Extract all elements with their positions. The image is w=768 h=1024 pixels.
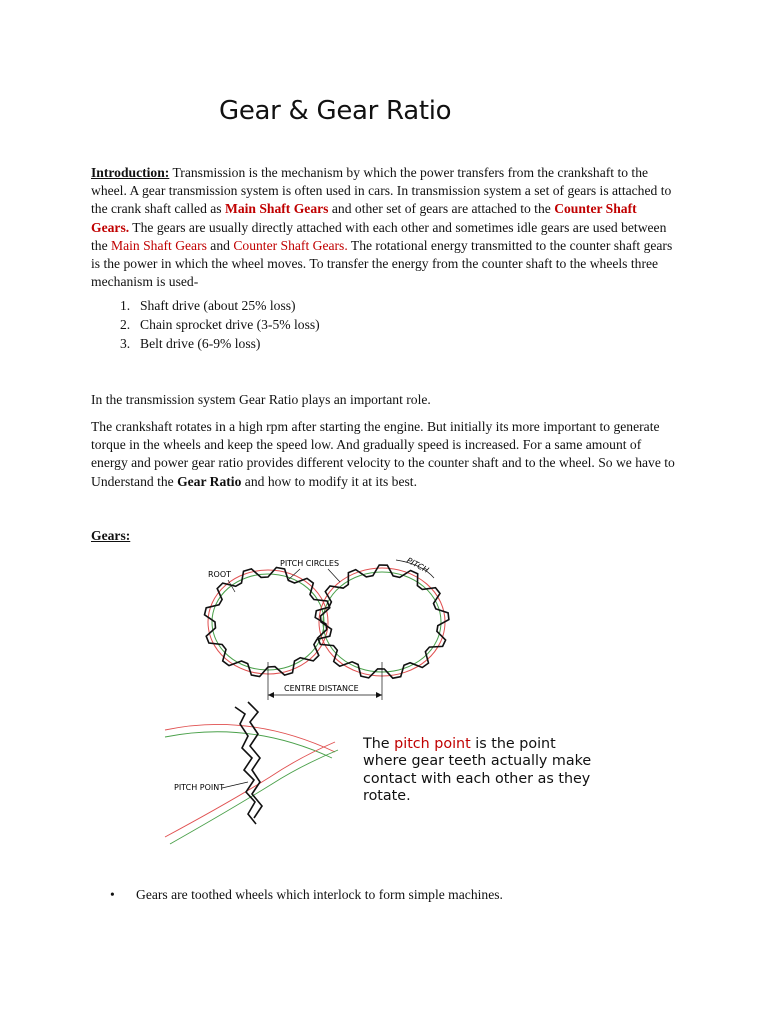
detail-teeth-left — [235, 707, 256, 824]
intro-text-1: Transmission is the mechanism by which the power transfers from the crankshaft to the wheel. A gear transmission system is often used in cars. In transmission system a set of gears is attached to the crank shaft called as — [91, 165, 672, 217]
bullet-dot-icon: • — [110, 887, 115, 902]
role-paragraph: In the transmission system Gear Ratio plays an important role. — [91, 392, 431, 407]
gear-ratio-term: Gear Ratio — [177, 473, 242, 489]
pitch-circle-red-right — [319, 568, 445, 676]
gear-right-outline — [315, 565, 449, 678]
gear-left-outline — [205, 568, 332, 677]
bullet-text: Gears are toothed wheels which interlock to form simple machines. — [136, 887, 503, 902]
intro-text-4: and — [206, 237, 234, 253]
root-label: ROOT — [208, 570, 232, 579]
detail-pitch-circle-red-upper — [165, 724, 335, 752]
list-item-text: Shaft drive (about 25% loss) — [140, 298, 296, 313]
list-item — [120, 297, 320, 316]
intro-text-3: The gears are usually directly attached with each other and sometimes idle gears are used between the — [91, 219, 667, 253]
pitch-point-caption — [363, 736, 603, 805]
pitch-circle-red-left — [208, 570, 328, 674]
pitch-circle-green-left — [212, 574, 324, 670]
intro-label: Introduction: — [91, 165, 170, 180]
crankshaft-paragraph — [91, 418, 677, 491]
counter-shaft-gears-term: Counter Shaft Gears. — [91, 201, 637, 235]
main-shaft-gears-term-2: Main Shaft Gears — [111, 237, 207, 253]
pitch-point-label: PITCH POINT — [174, 783, 225, 792]
intro-text-2: and other set of gears are attached to the — [328, 201, 555, 217]
pitch-label: PITCH — [405, 555, 431, 575]
gears-heading: Gears: — [91, 528, 131, 543]
list-item — [120, 316, 320, 335]
intro-paragraph — [91, 164, 677, 291]
centre-distance-label: CENTRE DISTANCE — [284, 684, 359, 693]
list-item-text: Chain sprocket drive (3-5% loss) — [140, 316, 320, 332]
counter-shaft-gears-term-2: Counter Shaft Gears. — [233, 237, 348, 253]
list-item-text: Belt drive (6-9% loss) — [140, 335, 261, 351]
centre-arrow-head-left — [268, 692, 274, 698]
main-shaft-gears-term: Main Shaft Gears — [225, 201, 329, 217]
pitch-circles-label: PITCH CIRCLES — [280, 559, 340, 568]
pitch-circles-leader-right — [328, 569, 340, 582]
crank-text-2: and how to modify it at its best. — [241, 473, 417, 489]
list-item-number: 3. — [120, 335, 131, 351]
list-item-number: 2. — [120, 316, 131, 332]
pitch-point-leader — [222, 782, 248, 788]
intro-text-5: The rotational energy transmitted to the counter shaft gears is the power in which the wheel moves. To transfer the energy from the counter shaft to the wheels three mechanism is used- — [91, 237, 673, 290]
crank-text-1: The crankshaft rotates in a high rpm after starting the engine. But initially its more important to generate torque in the wheels and keep the speed low. And gradually speed is increased. For a same amount of energy and power gear ratio provides different velocity to the counter shaft and to the wheel. So we have to Understand the — [91, 419, 675, 489]
caption-text-2: is the point where gear teeth actually make contact with each other as they rotate. — [363, 736, 592, 804]
bullet-item — [110, 887, 503, 903]
centre-arrow-head-right — [376, 692, 382, 698]
list-item — [120, 335, 320, 354]
caption-text-1: The — [363, 736, 395, 752]
gear-diagram — [160, 552, 490, 852]
page-title: Gear & Gear Ratio — [219, 96, 452, 126]
pitch-circles-leader-left — [288, 569, 300, 580]
list-item-number: 1. — [120, 298, 131, 313]
caption-pitch-point-term: pitch point — [394, 736, 471, 752]
mechanism-list — [120, 297, 320, 353]
